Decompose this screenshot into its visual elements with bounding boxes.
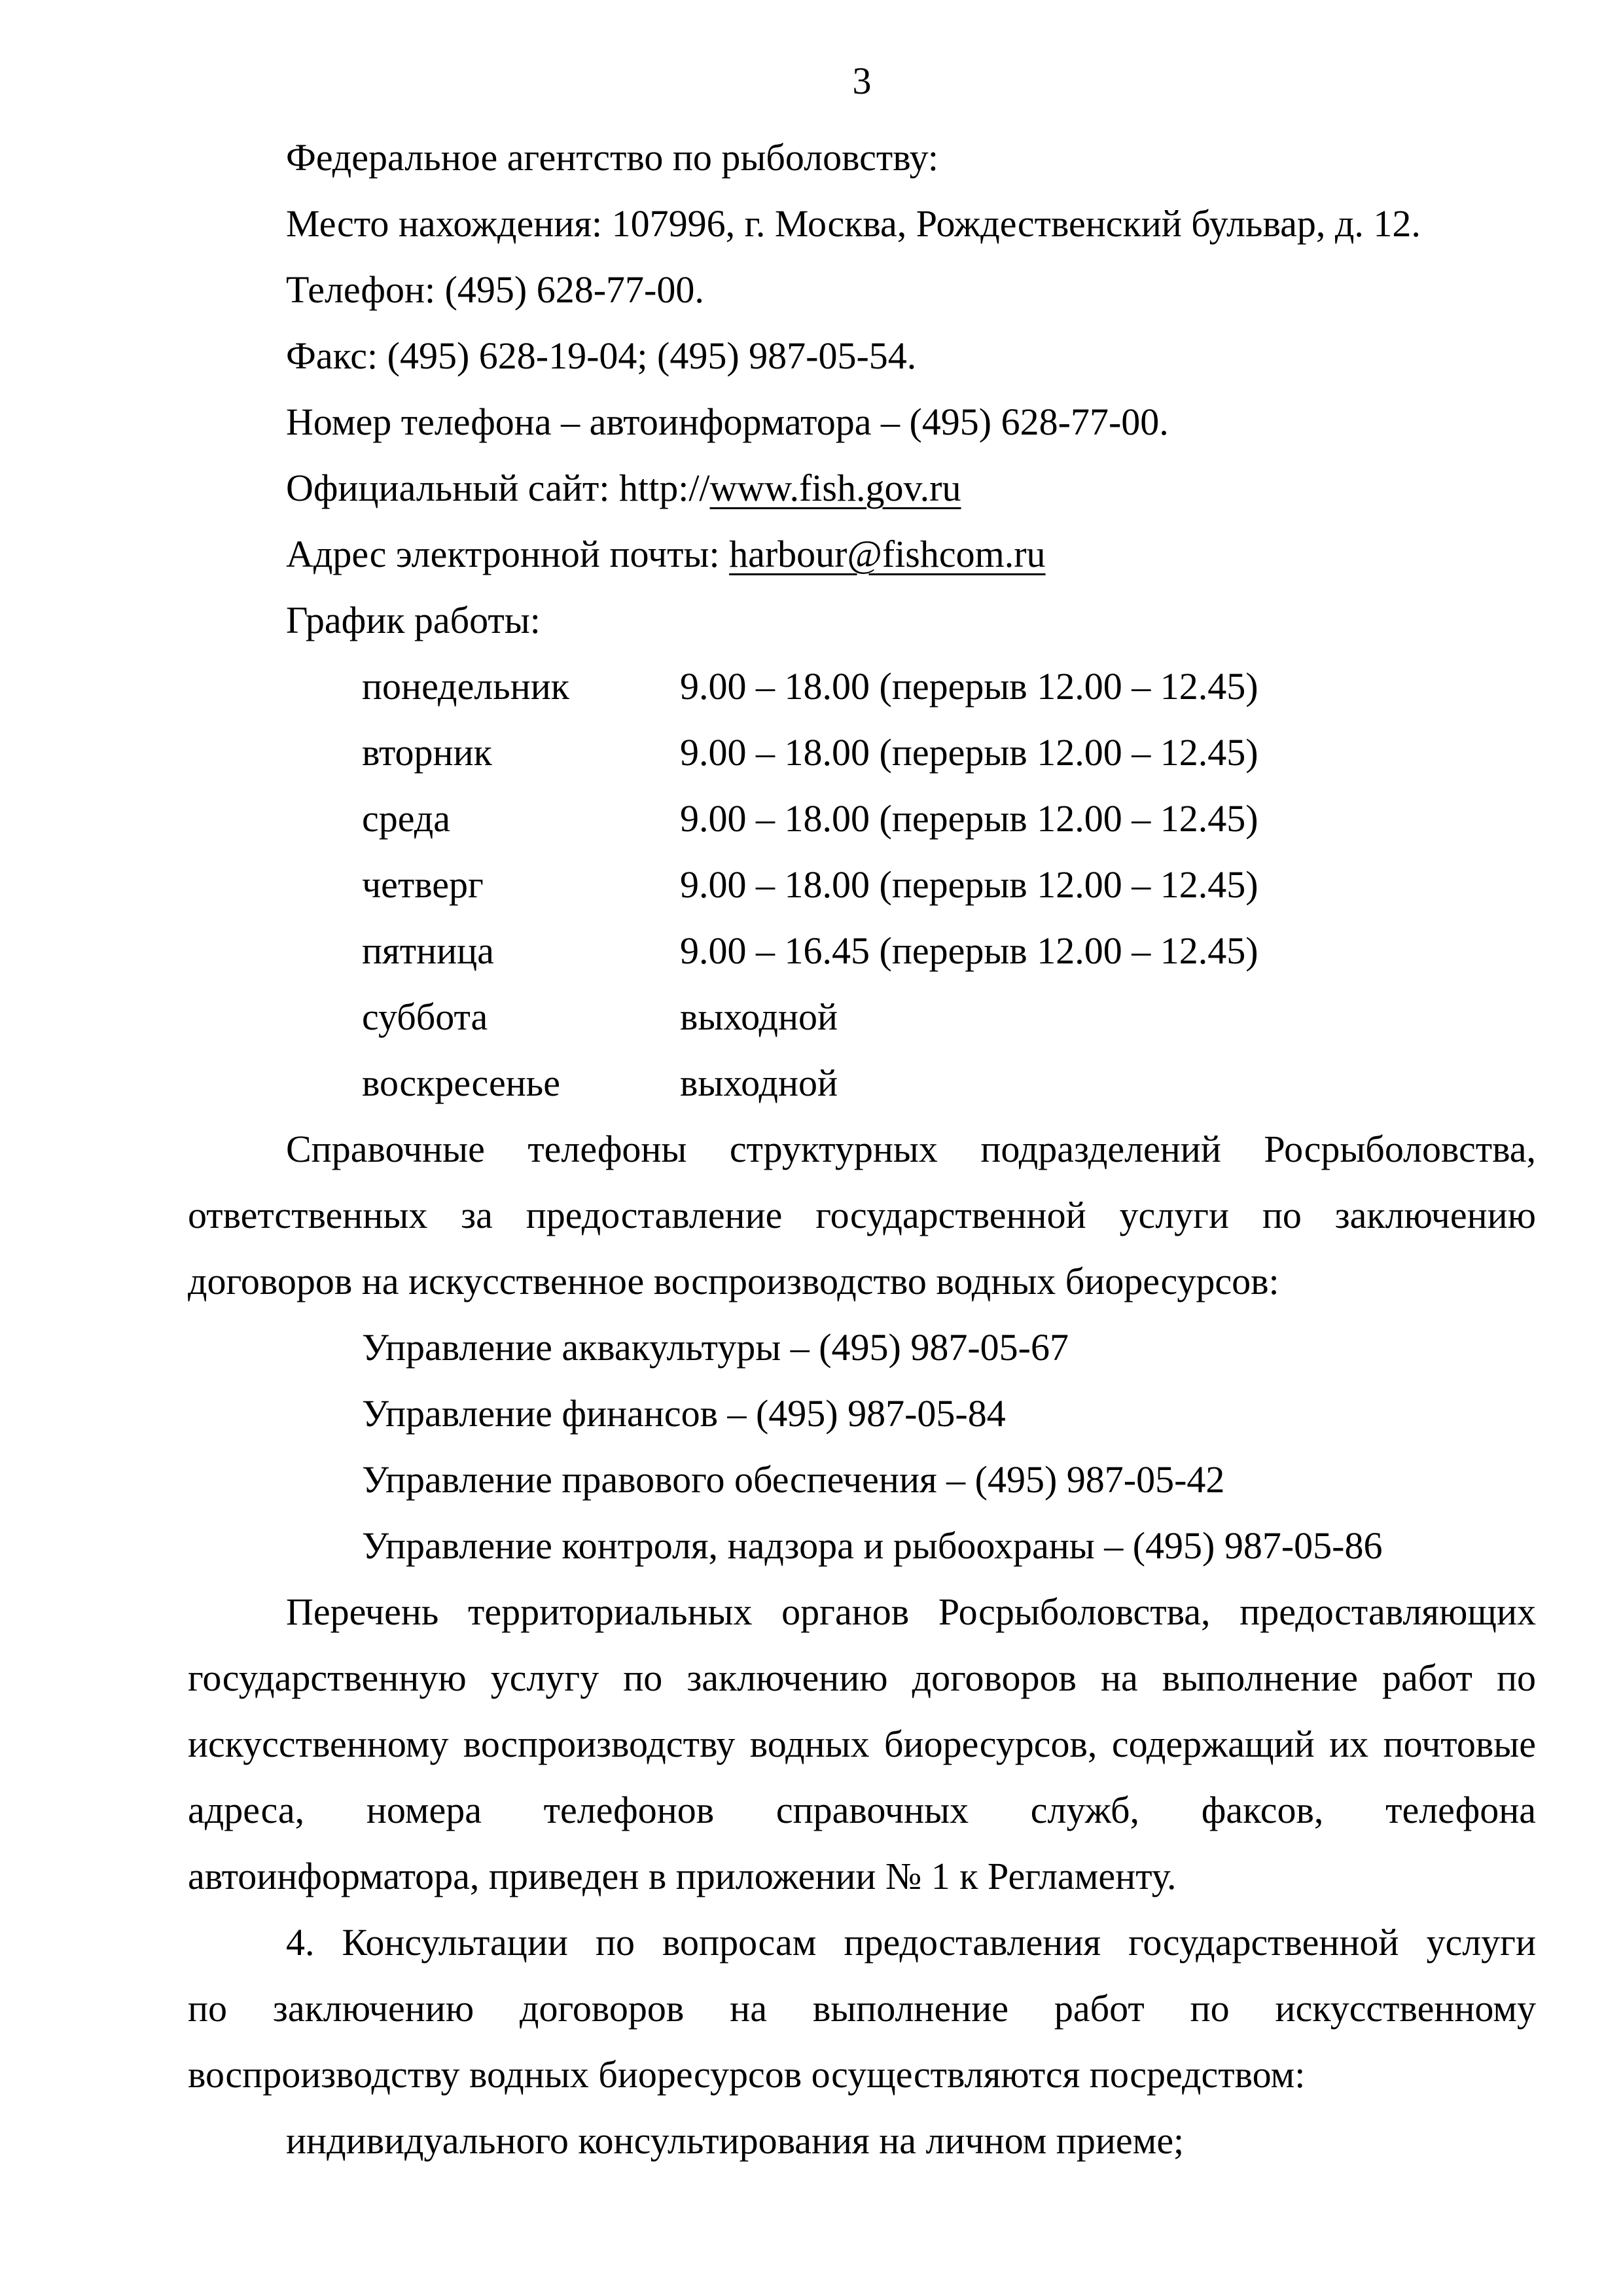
territorial-paragraph-line: адреса, номера телефонов справочных служб, факсов, телефона bbox=[188, 1789, 1536, 1831]
schedule-hours: выходной bbox=[680, 1062, 838, 1104]
department-item: Управление контроля, надзора и рыбоохраны – (495) 987-05-86 bbox=[362, 1524, 1383, 1567]
schedule-hours: 9.00 – 18.00 (перерыв 12.00 – 12.45) bbox=[680, 863, 1258, 906]
schedule-heading: График работы: bbox=[286, 599, 541, 641]
email-label: Адрес электронной почты: bbox=[286, 533, 730, 575]
schedule-hours: 9.00 – 18.00 (перерыв 12.00 – 12.45) bbox=[680, 665, 1258, 708]
page-number: 3 bbox=[852, 60, 872, 102]
schedule-hours: 9.00 – 18.00 (перерыв 12.00 – 12.45) bbox=[680, 731, 1258, 774]
schedule-row bbox=[188, 1050, 1536, 1116]
agency-title-line: Федеральное агентство по рыболовству: bbox=[286, 136, 938, 179]
department-item: Управление аквакультуры – (495) 987-05-67 bbox=[362, 1326, 1069, 1369]
agency-autoinformer-line: Номер телефона – автоинформатора – (495) 628-77-00. bbox=[286, 401, 1169, 443]
agency-email-line bbox=[188, 521, 1536, 587]
schedule-day: среда bbox=[362, 797, 450, 840]
schedule-day: воскресенье bbox=[362, 1062, 560, 1104]
territorial-paragraph-line: искусственному воспроизводству водных биоресурсов, содержащий их почтовые bbox=[188, 1723, 1536, 1765]
consultations-paragraph-line: 4. Консультации по вопросам предоставления государственной услуги bbox=[286, 1921, 1536, 1964]
department-item: Управление правового обеспечения – (495) 987-05-42 bbox=[362, 1458, 1225, 1501]
consultation-method-line: индивидуального консультирования на личном приеме; bbox=[286, 2119, 1185, 2162]
schedule-row bbox=[188, 785, 1536, 852]
schedule-hours: выходной bbox=[680, 996, 838, 1038]
schedule-day: пятница bbox=[362, 929, 494, 972]
schedule-hours: 9.00 – 16.45 (перерыв 12.00 – 12.45) bbox=[680, 929, 1258, 972]
schedule-table bbox=[188, 653, 1536, 1116]
territorial-paragraph-line: Перечень территориальных органов Росрыболовства, предоставляющих bbox=[286, 1590, 1536, 1633]
schedule-hours: 9.00 – 18.00 (перерыв 12.00 – 12.45) bbox=[680, 797, 1258, 840]
schedule-day: четверг bbox=[362, 863, 484, 906]
agency-website-line bbox=[188, 455, 1536, 521]
department-item: Управление финансов – (495) 987-05-84 bbox=[362, 1392, 1006, 1435]
document-body bbox=[188, 124, 1536, 2174]
departments-intro-line: Справочные телефоны структурных подразделений Росрыболовства, bbox=[286, 1128, 1536, 1170]
consultations-paragraph-line: по заключению договоров на выполнение работ по искусственному bbox=[188, 1987, 1536, 2030]
email-link[interactable]: harbour@fishcom.ru bbox=[729, 533, 1046, 575]
schedule-row bbox=[188, 719, 1536, 785]
schedule-day: понедельник bbox=[362, 665, 569, 708]
schedule-row bbox=[188, 984, 1536, 1050]
territorial-paragraph-line: автоинформатора, приведен в приложении № 1 к Регламенту. bbox=[188, 1855, 1177, 1897]
website-link[interactable]: www.fish.gov.ru bbox=[709, 467, 961, 509]
agency-fax-line: Факс: (495) 628-19-04; (495) 987-05-54. bbox=[286, 334, 917, 377]
schedule-row bbox=[188, 653, 1536, 719]
agency-location-line: Место нахождения: 107996, г. Москва, Рождественский бульвар, д. 12. bbox=[286, 202, 1421, 245]
territorial-paragraph-line: государственную услугу по заключению договоров на выполнение работ по bbox=[188, 1657, 1536, 1699]
schedule-row bbox=[188, 918, 1536, 984]
departments-intro-line: ответственных за предоставление государственной услуги по заключению bbox=[188, 1194, 1536, 1236]
consultations-paragraph-line: воспроизводству водных биоресурсов осуществляются посредством: bbox=[188, 2053, 1306, 2096]
website-label: Официальный сайт: http:// bbox=[286, 467, 710, 509]
schedule-day: суббота bbox=[362, 996, 488, 1038]
agency-phone-line: Телефон: (495) 628-77-00. bbox=[286, 268, 704, 311]
departments-intro-line: договоров на искусственное воспроизводство водных биоресурсов: bbox=[188, 1260, 1279, 1302]
schedule-day: вторник bbox=[362, 731, 492, 774]
schedule-row bbox=[188, 852, 1536, 918]
